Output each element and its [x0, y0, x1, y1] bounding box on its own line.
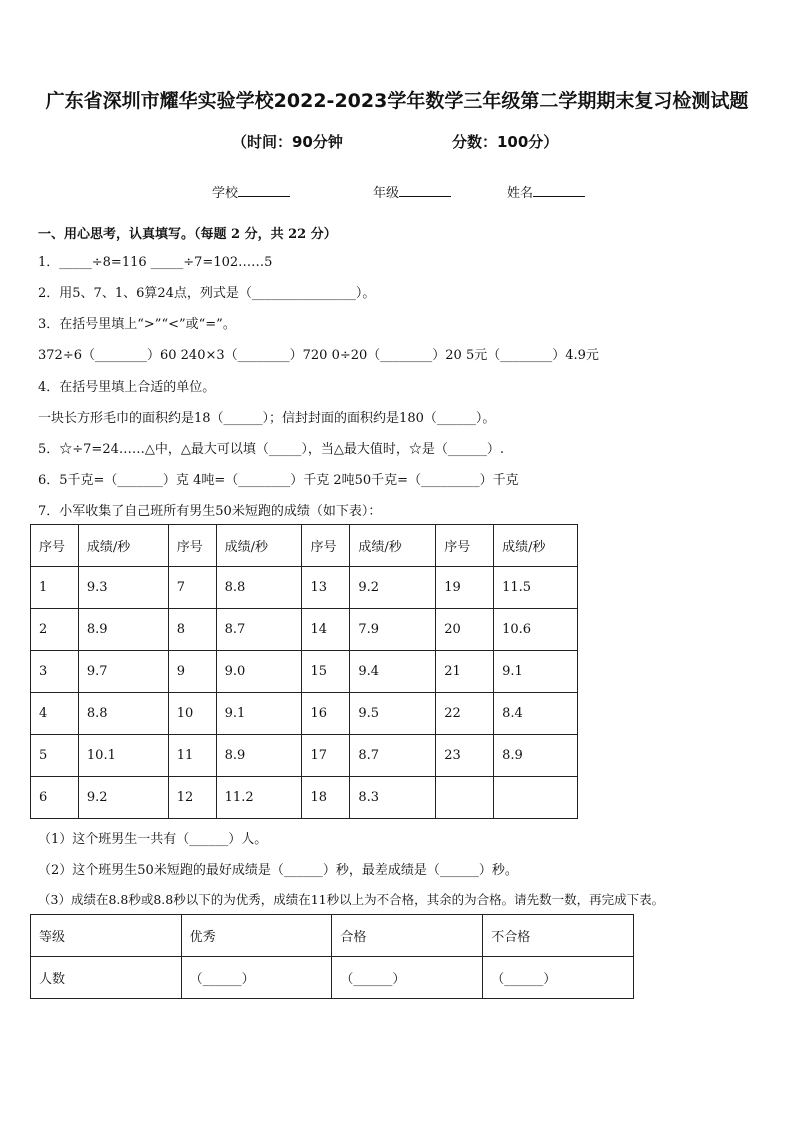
question-7-2: （2）这个班男生50米短跑的最好成绩是（______）秒，最差成绩是（______）秒。 — [38, 863, 518, 878]
question-4: 4．在括号里填上合适的单位。 — [38, 380, 216, 395]
question-7: 7．小军收集了自己班所有男生50米短跑的成绩（如下表）： — [38, 504, 382, 519]
question-3: 3．在括号里填上“>”“<”或“=”。 — [38, 317, 236, 332]
table-cell: 5 — [31, 735, 79, 777]
table-header-cell: 序号 — [168, 525, 216, 567]
table-cell: 9.4 — [350, 651, 436, 693]
table-cell: 20 — [436, 609, 494, 651]
table-row — [31, 777, 578, 819]
table-header-cell: 不合格 — [483, 915, 634, 957]
table-cell: 9.0 — [216, 651, 302, 693]
table-cell: 23 — [436, 735, 494, 777]
table-header-cell: 成绩/秒 — [494, 525, 578, 567]
table-cell: 22 — [436, 693, 494, 735]
table-cell: 8.8 — [216, 567, 302, 609]
table-cell: 9.3 — [78, 567, 168, 609]
table-header-cell: 合格 — [332, 915, 483, 957]
question-5: 5．☆÷7=24……△中，△最大可以填（_____），当△最大值时，☆是（______）. — [38, 442, 504, 457]
table-header-cell: 优秀 — [181, 915, 332, 957]
table-header-cell: 序号 — [302, 525, 350, 567]
grade-count-table — [30, 914, 634, 999]
table-cell: 6 — [31, 777, 79, 819]
table-cell: 8.4 — [494, 693, 578, 735]
table-cell: 8.9 — [78, 609, 168, 651]
question-1: 1．_____÷8=116 _____÷7=102……5 — [38, 255, 273, 270]
table-row — [31, 609, 578, 651]
table-header-row — [31, 525, 578, 567]
table-row — [31, 735, 578, 777]
table-cell: 9.1 — [494, 651, 578, 693]
table-cell: 11.5 — [494, 567, 578, 609]
table-cell: 10.1 — [78, 735, 168, 777]
table-cell: （______） — [332, 957, 483, 999]
table-cell: 9 — [168, 651, 216, 693]
table-cell: 9.5 — [350, 693, 436, 735]
table-cell: 人数 — [31, 957, 182, 999]
grade-label: 年级 — [373, 186, 400, 201]
table-cell: 8.9 — [494, 735, 578, 777]
table-cell: 21 — [436, 651, 494, 693]
table-cell: 9.2 — [350, 567, 436, 609]
table-cell: 19 — [436, 567, 494, 609]
name-blank[interactable] — [533, 184, 585, 197]
table-header-cell: 成绩/秒 — [350, 525, 436, 567]
table-cell — [494, 777, 578, 819]
school-field — [212, 182, 290, 201]
table-cell: 7 — [168, 567, 216, 609]
table-cell: 15 — [302, 651, 350, 693]
table-cell: 17 — [302, 735, 350, 777]
table-cell: 2 — [31, 609, 79, 651]
table-cell: 4 — [31, 693, 79, 735]
question-4-items: 一块长方形毛巾的面积约是18（______）；信封封面的面积约是180（______）。 — [38, 411, 496, 426]
section-heading: 一、用心思考，认真填写。（每题 2 分，共 22 分） — [38, 227, 337, 242]
table-cell: （______） — [483, 957, 634, 999]
table-row — [31, 693, 578, 735]
table-cell: 12 — [168, 777, 216, 819]
table-cell: 9.1 — [216, 693, 302, 735]
table-row — [31, 651, 578, 693]
results-table — [30, 524, 578, 819]
table-cell: 14 — [302, 609, 350, 651]
table-header-cell: 序号 — [31, 525, 79, 567]
table-header-row — [31, 915, 634, 957]
table-cell: 18 — [302, 777, 350, 819]
table-cell: 3 — [31, 651, 79, 693]
table-header-cell: 成绩/秒 — [78, 525, 168, 567]
exam-score: 分数：100分） — [452, 133, 559, 151]
table-cell: 9.2 — [78, 777, 168, 819]
table-cell: 10.6 — [494, 609, 578, 651]
school-blank[interactable] — [238, 184, 290, 197]
page-title: 广东省深圳市耀华实验学校2022-2023学年数学三年级第二学期期末复习检测试题 — [45, 90, 749, 112]
name-field — [507, 182, 585, 201]
table-cell: 11.2 — [216, 777, 302, 819]
table-cell: 10 — [168, 693, 216, 735]
table-cell: 16 — [302, 693, 350, 735]
question-6: 6．5千克=（_______）克 4吨=（________）千克 2吨50千克=（_________）千克 — [38, 473, 519, 488]
table-row — [31, 957, 634, 999]
table-cell: 8.7 — [216, 609, 302, 651]
table-cell: （______） — [181, 957, 332, 999]
table-cell: 7.9 — [350, 609, 436, 651]
table-cell: 8.3 — [350, 777, 436, 819]
name-label: 姓名 — [507, 186, 534, 201]
grade-field — [373, 182, 451, 201]
table-cell — [436, 777, 494, 819]
table-row — [31, 567, 578, 609]
table-header-cell: 序号 — [436, 525, 494, 567]
table-cell: 8.7 — [350, 735, 436, 777]
question-7-1: （1）这个班男生一共有（______）人。 — [38, 832, 268, 847]
table-cell: 8 — [168, 609, 216, 651]
table-cell: 8.9 — [216, 735, 302, 777]
table-header-cell: 成绩/秒 — [216, 525, 302, 567]
table-cell: 11 — [168, 735, 216, 777]
table-cell: 13 — [302, 567, 350, 609]
question-3-items: 372÷6（________）60 240×3（________）720 0÷20（________）20 5元（________）4.9元 — [38, 348, 599, 363]
grade-blank[interactable] — [399, 184, 451, 197]
table-header-cell: 等级 — [31, 915, 182, 957]
table-cell: 8.8 — [78, 693, 168, 735]
question-7-3: （3）成绩在8.8秒或8.8秒以下的为优秀，成绩在11秒以上为不合格，其余的为合格。请先数一数，再完成下表。 — [38, 892, 665, 907]
table-cell: 9.7 — [78, 651, 168, 693]
exam-time: （时间：90分钟 — [232, 133, 343, 151]
table-cell: 1 — [31, 567, 79, 609]
question-2: 2．用5、7、1、6算24点，列式是（________________）。 — [38, 286, 376, 301]
school-label: 学校 — [212, 186, 239, 201]
